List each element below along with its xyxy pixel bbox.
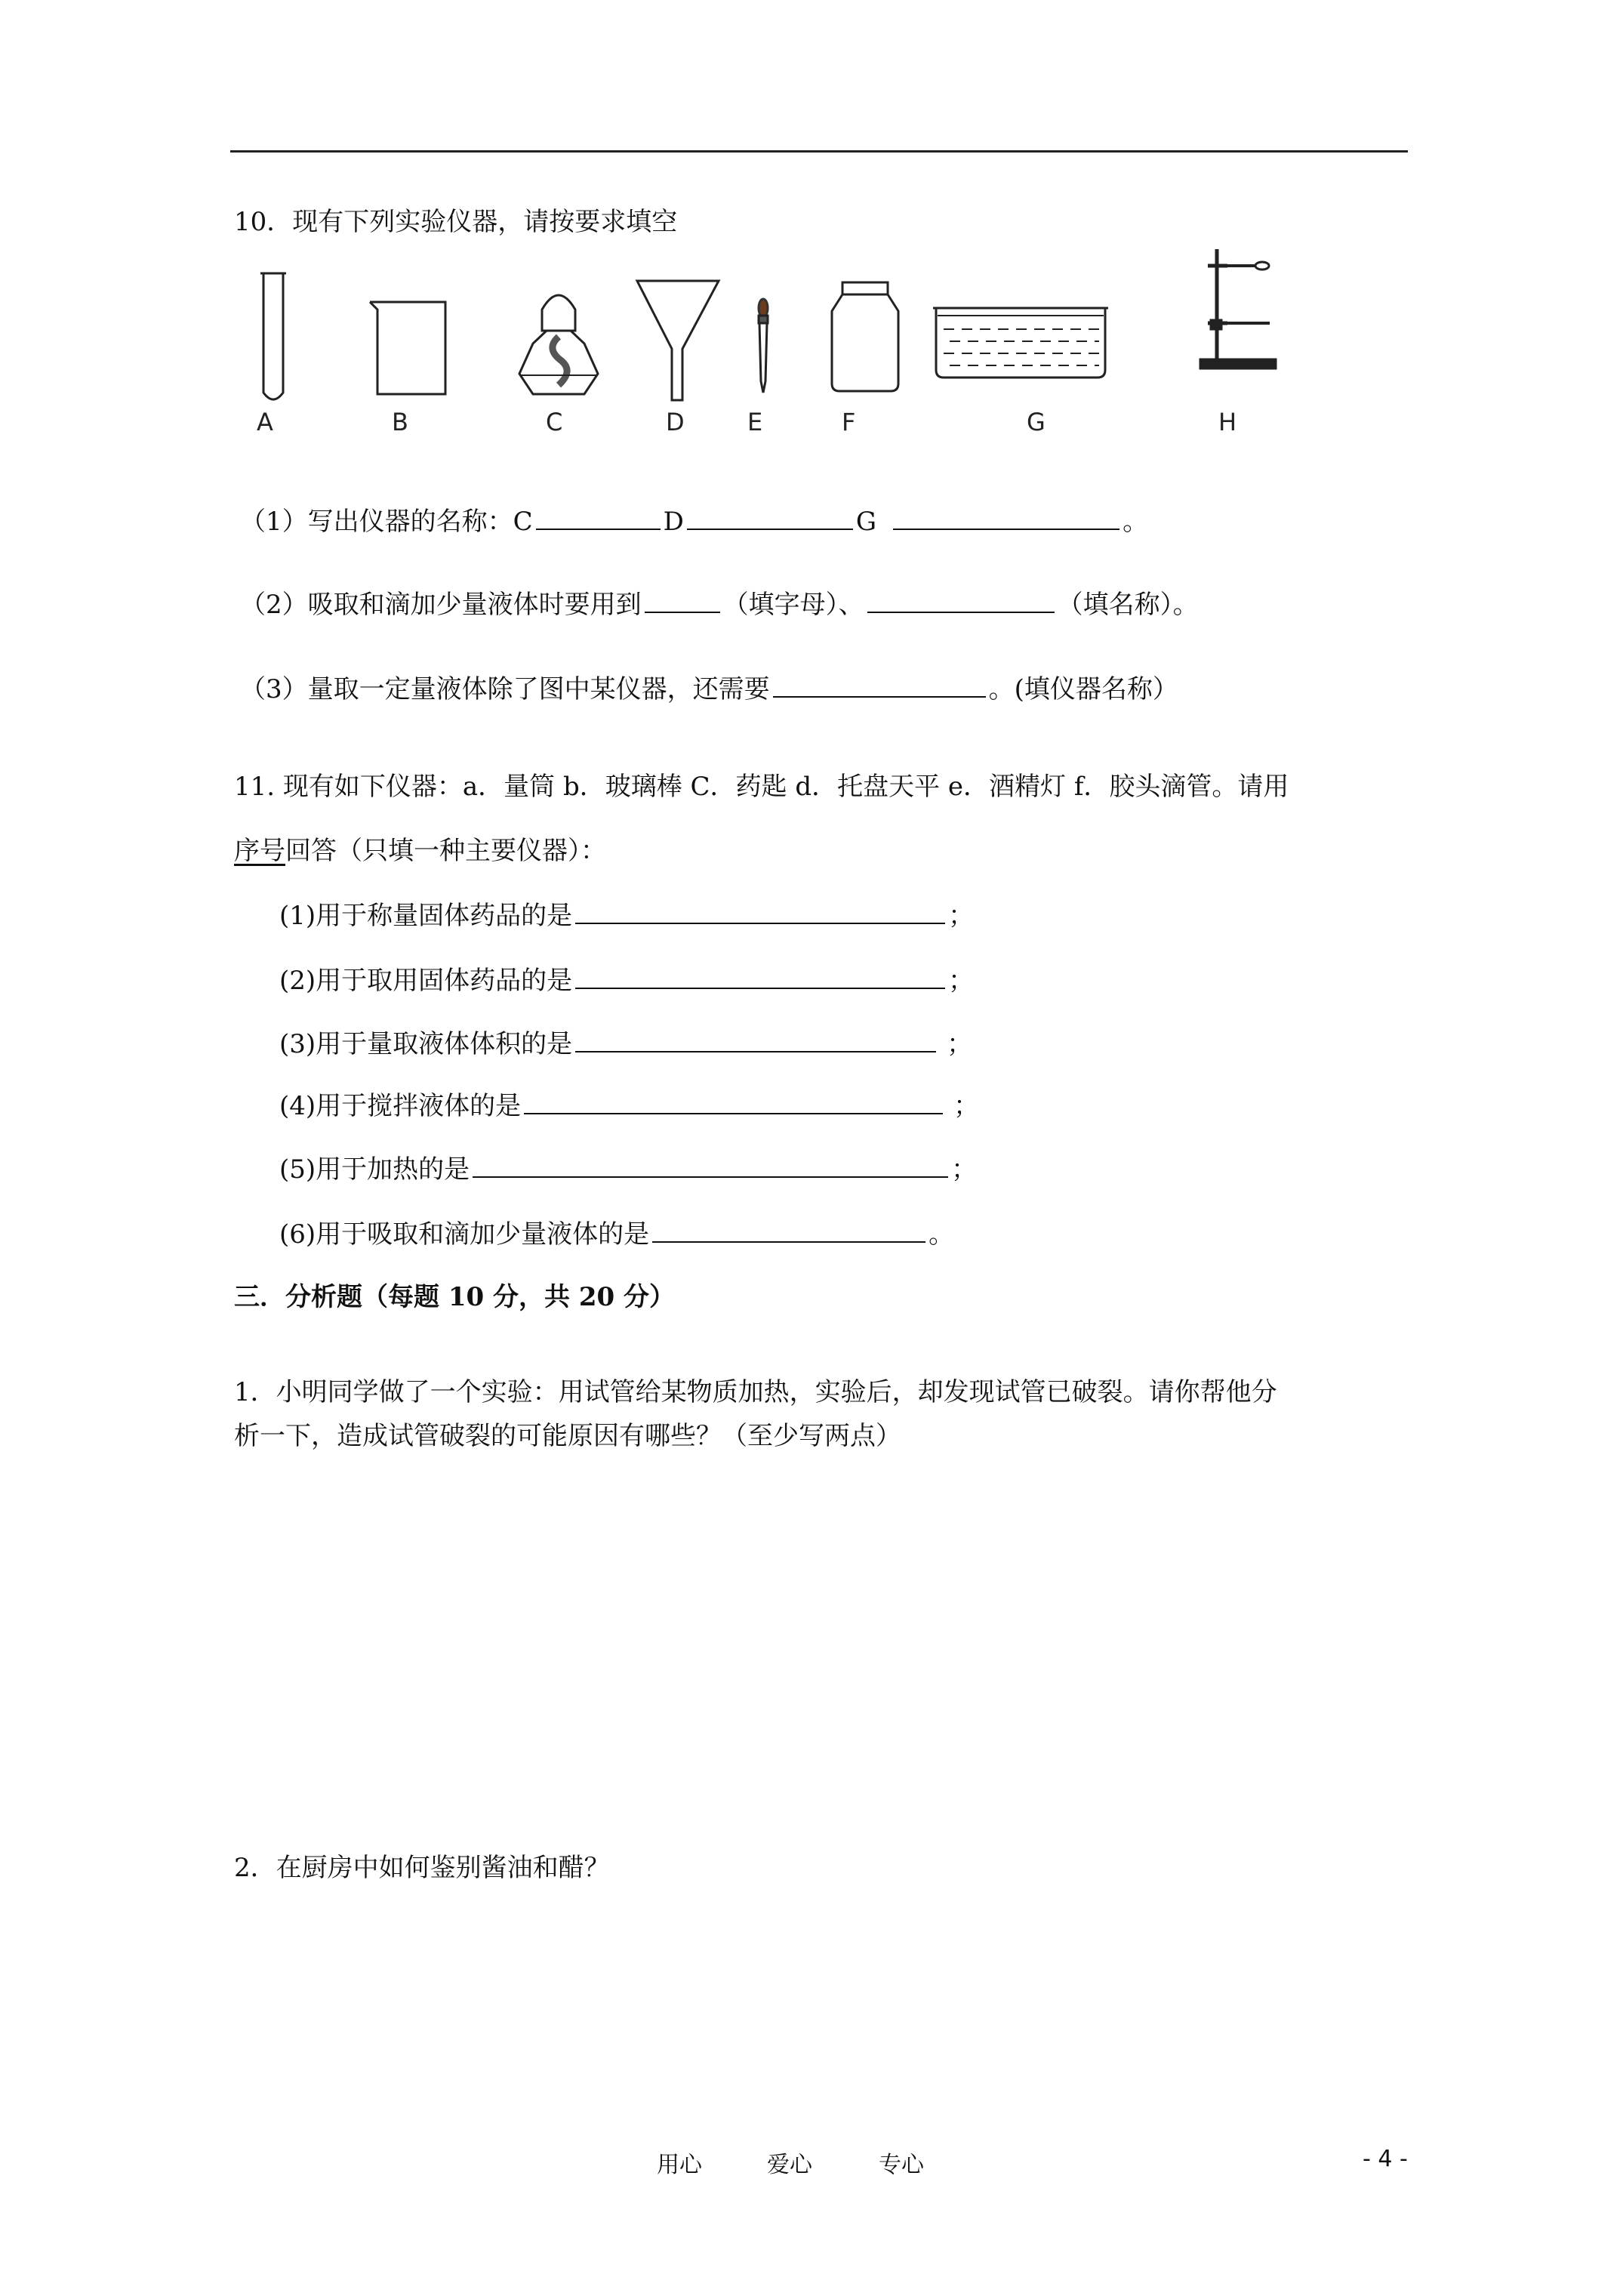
footer-word-3: 专心	[879, 2152, 924, 2178]
q10-sub1: （1）写出仪器的名称：C D G 。	[240, 504, 1148, 538]
q11-item-4: (4)用于搅拌液体的是 ；	[279, 1089, 979, 1123]
funnel-icon	[637, 281, 719, 400]
q11-item-1: (1)用于称量固体药品的是 ；	[279, 898, 974, 932]
answer-blank-letter[interactable]	[645, 587, 720, 613]
section3-title: 三．分析题（每题 10 分，共 20 分）	[234, 1282, 675, 1312]
answer-blank-5[interactable]	[473, 1152, 948, 1178]
water-trough-icon	[933, 308, 1108, 378]
beaker-icon	[370, 302, 445, 394]
q11-item-6: (6)用于吸取和滴加少量液体的是 。	[279, 1217, 954, 1251]
label-G: G	[1027, 408, 1046, 436]
answer-blank-6[interactable]	[652, 1217, 925, 1243]
answer-blank-1[interactable]	[575, 898, 945, 924]
label-B: B	[392, 408, 408, 436]
q11-intro-line1: 11. 现有如下仪器：a．量筒 b．玻璃棒 C．药匙 d．托盘天平 e．酒精灯 f．胶头滴管。请用	[234, 772, 1289, 802]
answer-blank-2[interactable]	[575, 963, 945, 989]
q10-sub2: （2）吸取和滴加少量液体时要用到 （填字母）、 （填名称）。	[240, 587, 1199, 621]
answer-blank-3[interactable]	[575, 1027, 936, 1052]
q11-item-3: (3)用于量取液体体积的是 ；	[279, 1027, 972, 1061]
q10-sub3: （3）量取一定量液体除了图中某仪器，还需要 。(填仪器名称）	[240, 672, 1178, 706]
answer-blank-name[interactable]	[867, 587, 1055, 613]
section3-q2: 2．在厨房中如何鉴别酱油和醋？	[234, 1853, 610, 1883]
label-E: E	[747, 408, 763, 436]
q10-title: 10．现有下列实验仪器，请按要求填空	[234, 207, 678, 237]
answer-blank-g[interactable]	[893, 504, 1119, 530]
apparatus-figure	[0, 0, 1623, 468]
q11-item-5: (5)用于加热的是 ；	[279, 1152, 977, 1186]
test-tube-icon	[260, 273, 286, 399]
wide-mouth-bottle-icon	[832, 282, 898, 391]
dropper-icon	[759, 299, 768, 393]
label-H: H	[1218, 408, 1237, 436]
answer-blank-d[interactable]	[687, 504, 853, 530]
q11-intro-line2: 序号回答（只填一种主要仪器）：	[234, 836, 606, 866]
iron-stand-icon	[1200, 249, 1276, 368]
section3-q1-line1: 1．小明同学做了一个实验：用试管给某物质加热，实验后，却发现试管已破裂。请你帮他分	[234, 1377, 1277, 1407]
label-A: A	[257, 408, 273, 436]
answer-blank-4[interactable]	[524, 1089, 943, 1114]
answer-blank-c[interactable]	[536, 504, 661, 530]
alcohol-lamp-icon	[519, 295, 598, 394]
footer-word-1: 用心	[657, 2152, 702, 2178]
section3-q1-line2: 析一下，造成试管破裂的可能原因有哪些？（至少写两点）	[234, 1421, 901, 1451]
answer-blank-instrument[interactable]	[773, 672, 986, 698]
footer-word-2: 爱心	[767, 2152, 812, 2178]
label-C: C	[546, 408, 563, 436]
q11-item-2: (2)用于取用固体药品的是 ；	[279, 963, 974, 997]
label-D: D	[666, 408, 685, 436]
page-number: - 4 -	[1363, 2146, 1408, 2172]
label-F: F	[842, 408, 856, 436]
